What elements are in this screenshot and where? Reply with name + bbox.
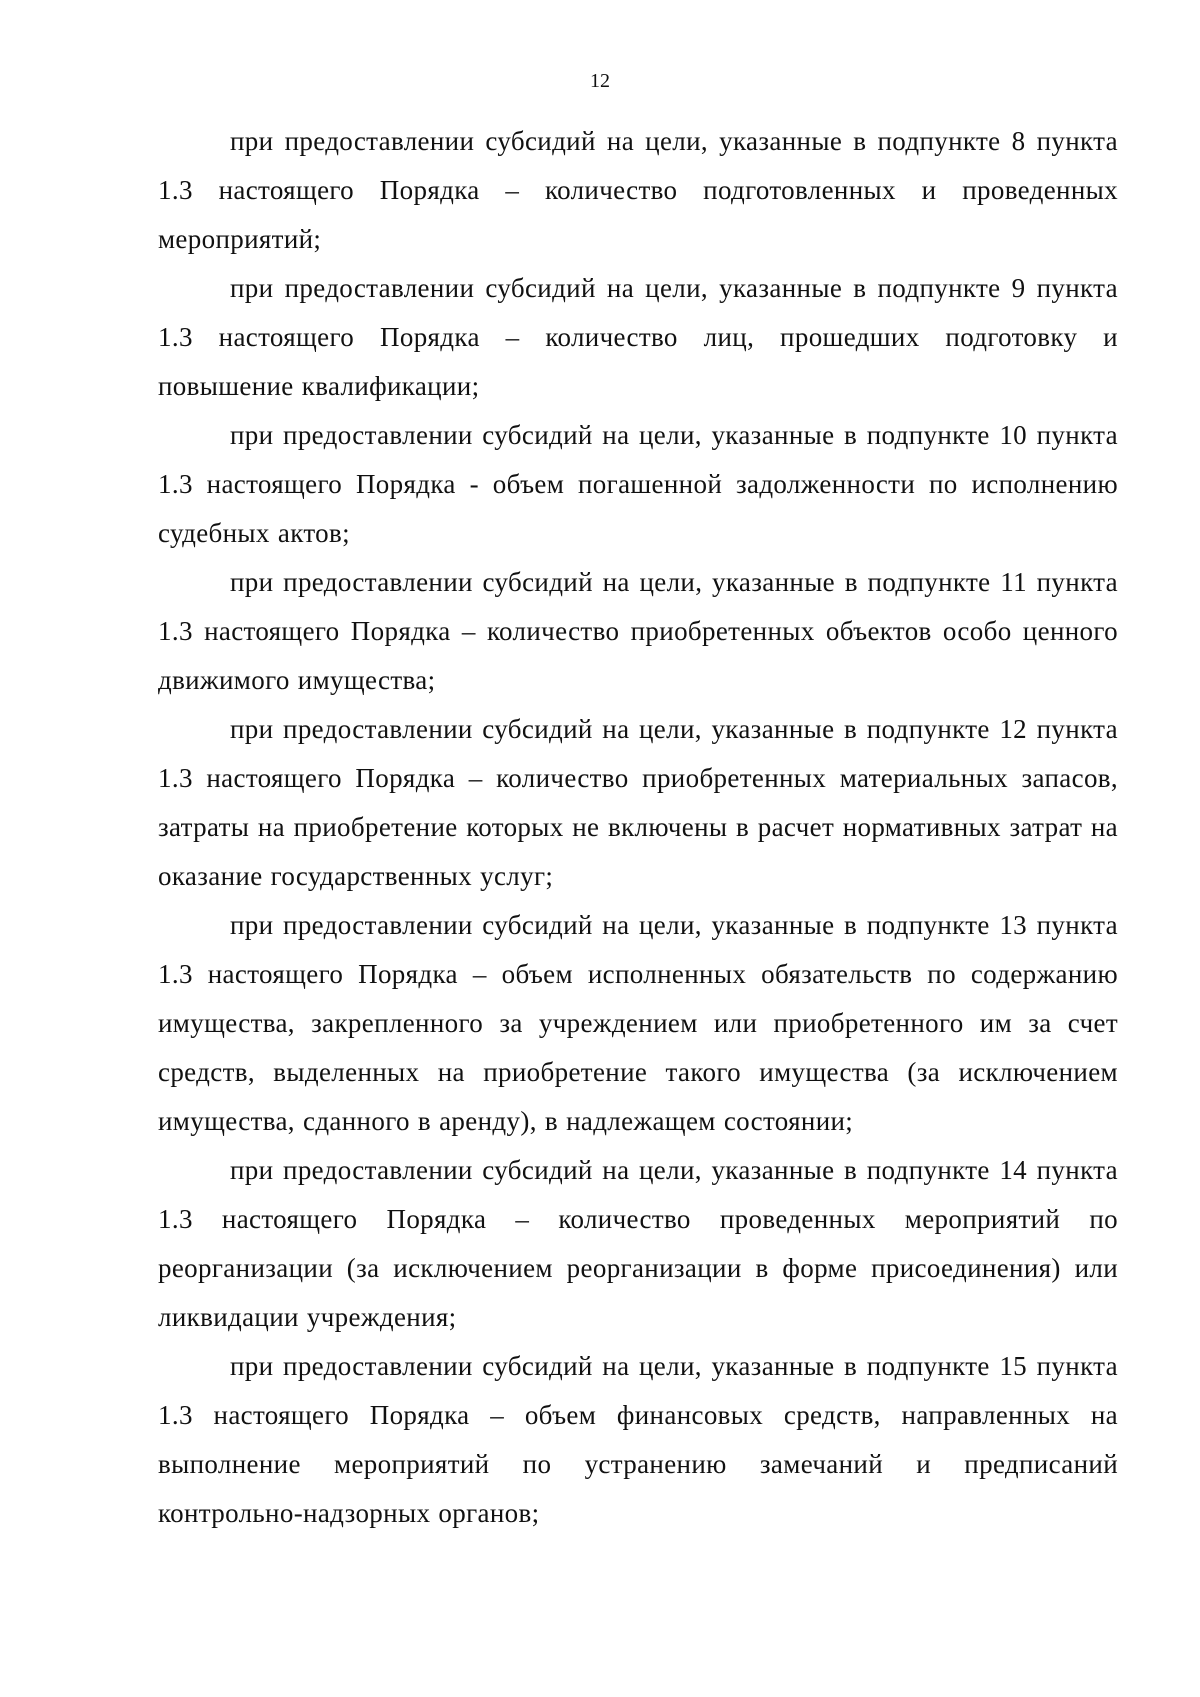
paragraph-item-11: при предоставлении субсидий на цели, указанные в подпункте 11 пункта 1.3 настоящего Порядка – количество приобретенных объектов особо ценного движимого имущества; <box>158 567 1118 695</box>
paragraph-item-14: при предоставлении субсидий на цели, указанные в подпункте 14 пункта 1.3 настоящего Порядка – количество проведенных мероприятий по реорганизации (за исключением реорганизации в форме присоединения) или ликвидации учреждения; <box>158 1155 1118 1332</box>
paragraph-item-12: при предоставлении субсидий на цели, указанные в подпункте 12 пункта 1.3 настоящего Порядка – количество приобретенных материальных запасов, затраты на приобретение которых не включены в расчет нормативных затрат на оказание государственных услуг; <box>158 714 1118 891</box>
page-number: 12 <box>590 70 610 92</box>
document-body <box>158 117 1118 1538</box>
paragraph-item-10: при предоставлении субсидий на цели, указанные в подпункте 10 пункта 1.3 настоящего Порядка - объем погашенной задолженности по исполнению судебных актов; <box>158 420 1118 548</box>
paragraph-item-8: при предоставлении субсидий на цели, указанные в подпункте 8 пункта 1.3 настоящего Порядка – количество подготовленных и проведенных мероприятий; <box>158 126 1118 254</box>
paragraph-item-9: при предоставлении субсидий на цели, указанные в подпункте 9 пункта 1.3 настоящего Порядка – количество лиц, прошедших подготовку и повышение квалификации; <box>158 273 1118 401</box>
paragraph-item-13: при предоставлении субсидий на цели, указанные в подпункте 13 пункта 1.3 настоящего Порядка – объем исполненных обязательств по содержанию имущества, закрепленного за учреждением или приобретенного им за счет средств, выделенных на приобретение такого имущества (за исключением имущества, сданного в аренду), в надлежащем состоянии; <box>158 910 1118 1136</box>
paragraph-item-15: при предоставлении субсидий на цели, указанные в подпункте 15 пункта 1.3 настоящего Порядка – объем финансовых средств, направленных на выполнение мероприятий по устранению замечаний и предписаний контрольно-надзорных органов; <box>158 1351 1118 1528</box>
